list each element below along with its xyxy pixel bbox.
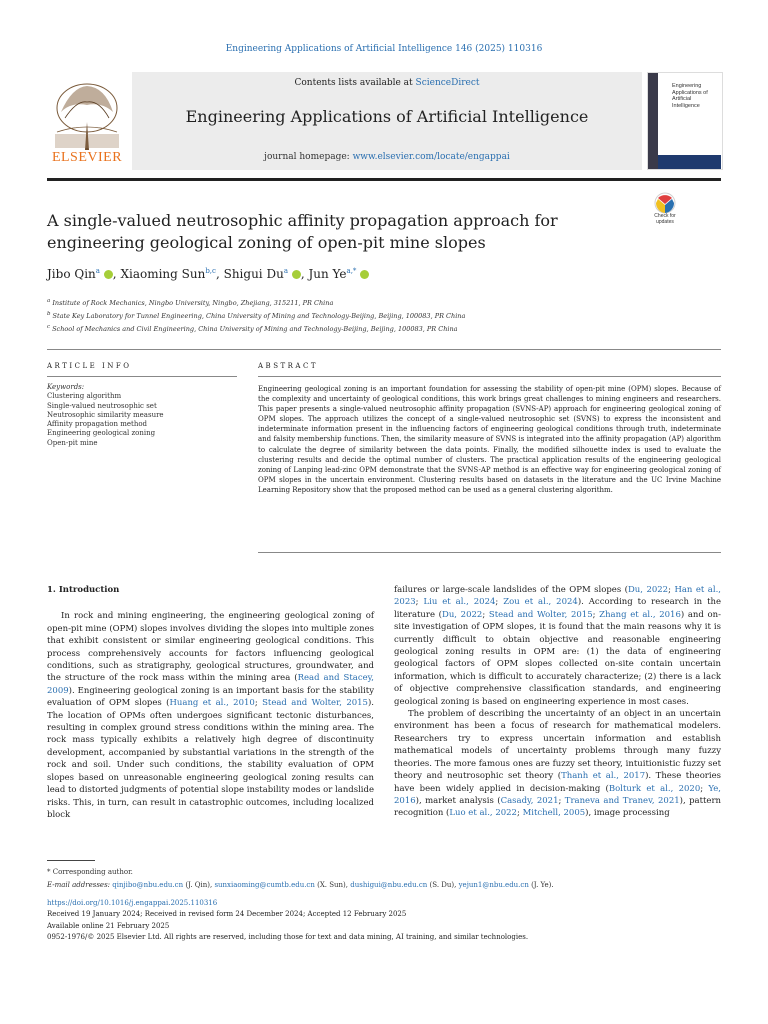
citation-link[interactable]: Du, 2022	[627, 585, 669, 595]
keyword-item: Engineering geological zoning	[47, 429, 156, 438]
affiliation-list	[47, 296, 465, 335]
homepage-line	[132, 152, 642, 162]
body-text: The problem of describing the uncertainty of an object in an uncertain environment has been a focus of research for mathematical modelers. Researchers try to express uncertain information and establish mathematical models of uncertainty problems through many fuzzy theories. The more famous ones are fuzzy set theory, intuitionistic fuzzy set theory and neutrosophic set theory (	[394, 709, 721, 782]
email-label: E-mail addresses:	[47, 881, 113, 889]
email-link[interactable]: qinjibo@nbu.edu.cn	[112, 881, 184, 889]
affiliation-text: State Key Laboratory for Tunnel Engineering, China University of Mining and Technology-Beijing, Beijing, 100083, PR China	[52, 312, 466, 321]
section-heading-introduction: 1. Introduction	[47, 585, 120, 595]
citation-link[interactable]: Stead and Wolter, 2015	[262, 698, 368, 709]
author-name[interactable]: Xiaoming Sun	[120, 267, 206, 281]
citation-link[interactable]: Luo et al., 2022	[449, 808, 517, 819]
abstract-heading: ABSTRACT	[258, 362, 319, 370]
citation-link[interactable]: Read and Stacey, 2009	[47, 673, 374, 696]
body-column-left	[47, 584, 374, 821]
body-text: failures or large-scale landslides of the OPM slopes (	[394, 585, 628, 595]
body-text: ;	[516, 808, 523, 819]
journal-cover-thumbnail[interactable]	[647, 72, 723, 170]
citation-link[interactable]: Zhang et al., 2016	[599, 609, 681, 620]
author-affiliation-sup[interactable]: b,c	[205, 267, 216, 275]
citation-link[interactable]: Casady, 2021	[500, 795, 559, 806]
citation-link[interactable]: Huang et al., 2010	[169, 698, 255, 709]
crossmark-label: Check for updates	[654, 213, 676, 225]
body-text: ;	[700, 783, 709, 794]
body-text: ;	[495, 597, 504, 608]
orcid-icon[interactable]	[292, 270, 301, 279]
body-text: ), market analysis (	[415, 795, 501, 806]
affiliation-item	[47, 296, 465, 309]
affiliation-sup: b	[47, 311, 51, 318]
email-link[interactable]: yejun1@nbu.edu.cn	[458, 881, 529, 889]
abstract-bottom-divider	[258, 552, 721, 553]
abstract-text: Engineering geological zoning is an important foundation for assessing the stability of open-pit mine (OPM) slopes. Because of the complexity and uncertainty of geological conditions, this work brings great challenges to mining engineers and researchers. This paper presents a single-valued neutrosophic affinity propagation (SVNS-AP) approach for engineering geological zoning of OPM slopes. The approach utilizes the concept of a single-valued neutrosophic set (SVNS) to express the inconsistent and indeterminate information present in the influencing factors of engineering geological conditions through truth, indeterminate and falsity membership functions. Then, the similarity measure of SVNS is integrated into the affinity propagation (AP) algorithm to calculate the degree of similarity between the data points. Finally, the modified silhouette index is used to evaluate the clustering results and decide the optimal number of clusters. The practical application results of the engineering geological zoning of Lanping lead-zinc OPM demonstrate that the SVNS-AP method is an effective way for engineering geological zoning of OPM slopes in the uncertain environment. Clustering results based on datasets in the literature and the UC Irvine Machine Learning Repository show that the proposed method can be used as a general clustering algorithm.	[258, 385, 721, 494]
contents-prefix: Contents lists available at	[294, 78, 416, 88]
author-list: Jibo Qin$^a$ , Xiaoming Sun$^{b,c}$, Shigui Du$^a$ , Jun $Ye^{a,*}$	[47, 267, 369, 281]
author-name[interactable]: Jibo Qin	[47, 267, 96, 281]
journal-title[interactable]: Engineering Applications of Artificial Intelligence	[185, 107, 589, 126]
footnotes	[47, 866, 554, 892]
publisher-name: ELSEVIER	[51, 150, 123, 165]
author-name[interactable]: Shigui Du	[223, 267, 284, 281]
affiliation-sup: c	[47, 324, 51, 331]
citation-link[interactable]: Liu et al., 2024	[423, 597, 496, 608]
email-owner: (X. Sun),	[314, 881, 351, 889]
journal-reference[interactable]: Engineering Applications of Artificial Intelligence 146 (2025) 110316	[225, 44, 543, 54]
copyright-notice: 0952-1976/© 2025 Elsevier Ltd. All rights are reserved, including those for text and data mining, AI training, and similar technologies.	[47, 932, 529, 941]
body-text: ). According to research in the literature (	[394, 597, 721, 620]
author-name[interactable]: Jun Ye	[308, 267, 347, 281]
doi-link[interactable]: https://doi.org/10.1016/j.engappai.2025.110316	[47, 899, 218, 907]
citation-link[interactable]: Ye, 2016	[394, 783, 722, 806]
body-text: ;	[668, 585, 675, 595]
homepage-link[interactable]: www.elsevier.com/locate/engappai	[352, 152, 510, 162]
citation-link[interactable]: Mitchell, 2005	[522, 808, 586, 819]
abstract-divider	[258, 376, 721, 377]
keyword-item: Neutrosophic similarity measure	[47, 410, 164, 419]
body-paragraph	[394, 584, 721, 708]
orcid-icon[interactable]	[360, 270, 369, 279]
article-footer	[47, 898, 528, 943]
keywords-label: Keywords:	[47, 383, 85, 391]
citation-link[interactable]: Stead and Wolter, 2015	[488, 609, 593, 620]
contents-line	[132, 78, 642, 88]
header-divider	[47, 178, 721, 181]
body-text: ). The location of OPMs often undergoes significant tectonic disturbances, resulting in complex ground stress conditions within the mining area. The rock mass typically exhibits a relatively high degree of discontinuity development, accompanied by substantial variations in the strength of the rock and soil. Under such conditions, the stability evaluation of OPM slopes based on unreasonable engineering geological zoning results can lead to distorted judgments of potential slope instability modes or landslide risks. This, in turn, can result in catastrophic outcomes, including localized block	[47, 698, 374, 820]
body-text: In rock and mining engineering, the engineering geological zoning of open-pit mine (OPM) slopes involves dividing the slopes into multiple zones that exhibit consistent or similar engineering geological conditions. This process comprehensively accounts for factors influencing geological conditions, such as stratigraphy, geological structures, groundwater, and the structure of the rock mass within the mining area (	[47, 611, 374, 684]
body-text: ;	[254, 698, 263, 709]
author-affiliation-sup[interactable]: a	[283, 267, 288, 275]
body-text: ;	[592, 609, 600, 620]
article-info-divider	[47, 376, 237, 377]
body-paragraph	[47, 610, 374, 821]
affiliation-text: School of Mechanics and Civil Engineering, China University of Mining and Technology-Beijing, Beijing, 100083, PR China	[52, 325, 458, 334]
body-column-right	[394, 584, 721, 820]
author-affiliation-sup[interactable]: a,*	[346, 267, 357, 275]
email-owner: (J. Qin),	[183, 881, 215, 889]
article-title: A single-valued neutrosophic affinity propagation approach for engineering geological zoning of open-pit mine slopes	[47, 211, 558, 252]
citation-link[interactable]: Traneva and Tranev, 2021	[564, 795, 680, 806]
author-affiliation-sup[interactable]: a	[95, 267, 100, 275]
corresponding-author-note: * Corresponding author.	[47, 868, 133, 876]
citation-link[interactable]: Bolturk et al., 2020	[608, 783, 701, 794]
orcid-icon[interactable]	[104, 270, 113, 279]
email-owner: (J. Ye).	[528, 881, 554, 889]
footnote-divider	[47, 860, 95, 861]
body-text: ), pattern recognition (	[394, 795, 721, 819]
body-text: ) and on-site investigation of OPM slopes, it is found that the main reasons why it is currently difficult to obtain objective and reasonable engineering geological zoning results in OPM are: (1) the data of engineering geological factors of OPM slopes collected on-site contain uncertain information, which is difficult to accurately characterize; (2) there is a lack of objective comprehensive classification standards, and engineering geological zoning is based on engineering experience in most cases.	[394, 609, 721, 707]
email-addresses	[47, 879, 554, 892]
cover-title: Engineering Applications of Artificial Intelligence	[672, 83, 708, 109]
email-link[interactable]: dushigui@nbu.edu.cn	[350, 881, 428, 889]
citation-link[interactable]: Du, 2022	[442, 609, 483, 620]
body-text: ;	[415, 597, 424, 608]
body-text: ;	[558, 795, 565, 806]
article-info-heading: ARTICLE INFO	[47, 362, 132, 370]
citation-link[interactable]: Han et al., 2023	[394, 585, 721, 608]
keyword-item: Single-valued neutrosophic set	[47, 401, 157, 410]
keyword-item: Clustering algorithm	[47, 392, 122, 401]
keywords-block	[47, 383, 237, 448]
email-link[interactable]: sunxiaoming@cumtb.edu.cn	[214, 881, 315, 889]
received-dates: Received 19 January 2024; Received in revised form 24 December 2024; Accepted 12 February 2025	[47, 910, 407, 919]
email-owner: (S. Du),	[427, 881, 459, 889]
affiliation-sup: a	[47, 298, 51, 304]
journal-banner	[132, 72, 642, 170]
homepage-prefix: journal homepage:	[264, 152, 353, 162]
citation-link[interactable]: Zou et al., 2024	[503, 597, 578, 608]
crossmark-icon	[648, 192, 682, 214]
section-divider	[47, 349, 721, 350]
body-text: ), image processing	[585, 808, 670, 819]
sciencedirect-link[interactable]: ScienceDirect	[415, 78, 480, 88]
body-text: ;	[482, 609, 489, 620]
body-text: ). These theories have been widely applied in decision-making (	[394, 771, 721, 794]
affiliation-text: Institute of Rock Mechanics, Ningbo University, Ningbo, Zhejiang, 315211, PR China	[52, 299, 334, 308]
body-paragraph	[394, 708, 721, 820]
elsevier-logo	[47, 72, 127, 170]
affiliation-item	[47, 322, 465, 335]
affiliation-item	[47, 309, 465, 322]
citation-link[interactable]: Thanh et al., 2017	[561, 771, 646, 782]
available-online-date: Available online 21 February 2025	[47, 921, 170, 930]
keyword-item: Open-pit mine	[47, 438, 98, 447]
body-text: ). Engineering geological zoning is an important basis for the stability evaluation of OPM slopes (	[47, 685, 374, 709]
keyword-item: Affinity propagation method	[47, 420, 148, 429]
check-for-updates-badge[interactable]	[648, 192, 682, 230]
